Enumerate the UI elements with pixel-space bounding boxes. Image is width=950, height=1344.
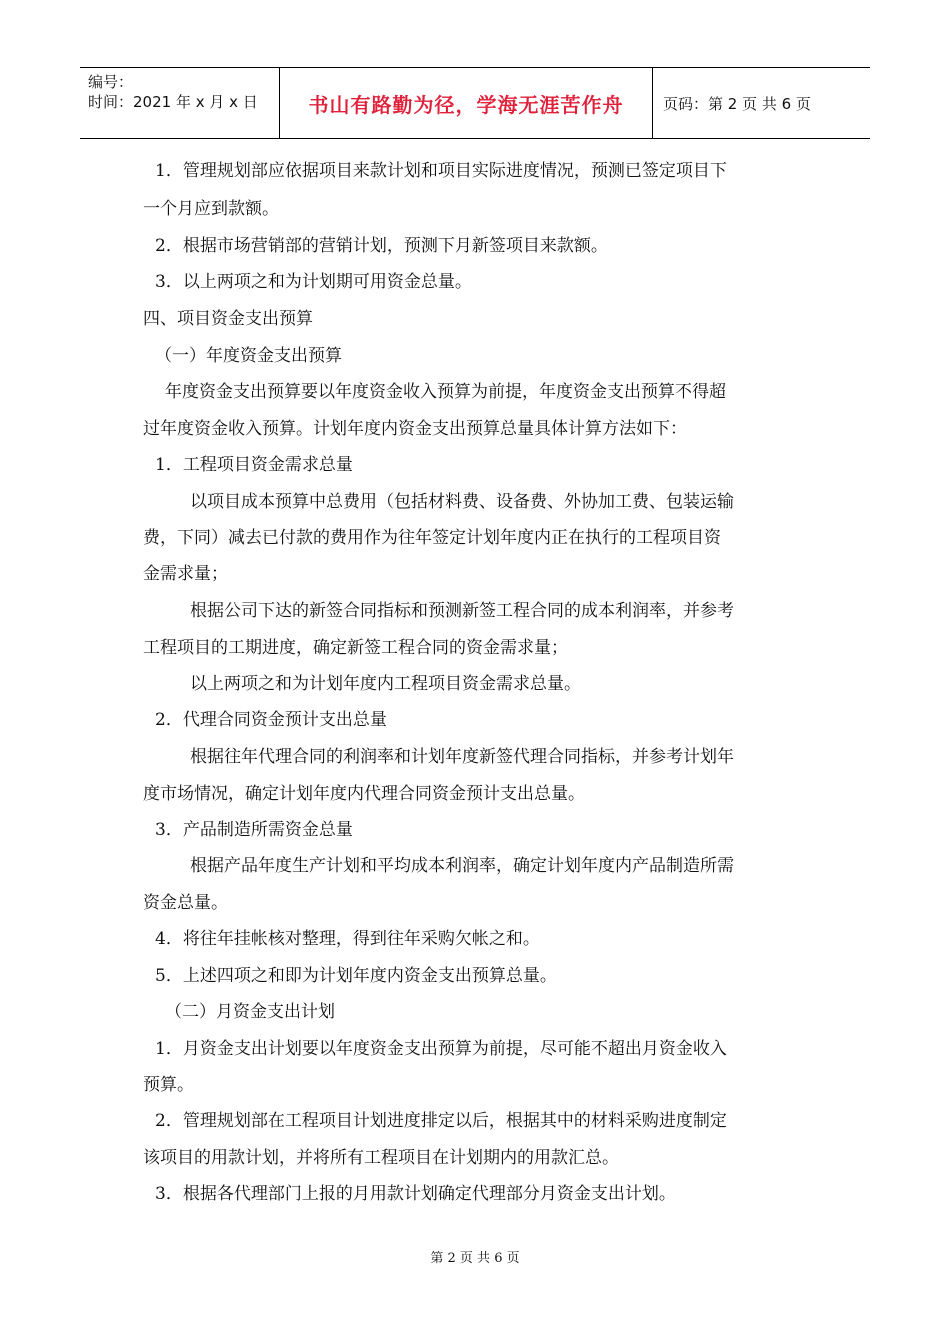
header-motto: 书山有路勤为径，学海无涯苦作舟 xyxy=(280,68,653,138)
paragraph-line: 根据产品年度生产计划和平均成本利润率，确定计划年度内产品制造所需 xyxy=(190,856,734,876)
subsection-heading: （一）年度资金支出预算 xyxy=(155,346,342,366)
paragraph-line: 3．以上两项之和为计划期可用资金总量。 xyxy=(155,272,472,292)
paragraph-line: 3．根据各代理部门上报的月用款计划确定代理部分月资金支出计划。 xyxy=(155,1184,676,1204)
paragraph-line: 5．上述四项之和即为计划年度内资金支出预算总量。 xyxy=(155,966,557,986)
paragraph-line: 资金总量。 xyxy=(143,893,228,913)
paragraph-line: 根据往年代理合同的利润率和计划年度新签代理合同指标，并参考计划年 xyxy=(190,747,734,767)
paragraph-line: 2．管理规划部在工程项目计划进度排定以后，根据其中的材料采购进度制定 xyxy=(155,1111,727,1131)
paragraph-line: 以上两项之和为计划年度内工程项目资金需求总量。 xyxy=(190,674,581,694)
item-heading: 3．产品制造所需资金总量 xyxy=(155,820,353,840)
page-footer: 第 2 页 共 6 页 xyxy=(430,1251,520,1266)
paragraph-line: 金需求量； xyxy=(143,564,228,584)
item-heading: 1．工程项目资金需求总量 xyxy=(155,455,353,475)
item-heading: 2．代理合同资金预计支出总量 xyxy=(155,710,387,730)
section-heading: 四、项目资金支出预算 xyxy=(143,309,313,329)
subsection-heading: （二）月资金支出计划 xyxy=(165,1002,335,1022)
paragraph-line: 4．将往年挂帐核对整理，得到往年采购欠帐之和。 xyxy=(155,929,540,949)
document-date-label: 时间：2021 年 x 月 x 日 xyxy=(88,93,258,111)
paragraph-line: 以项目成本预算中总费用（包括材料费、设备费、外协加工费、包装运输 xyxy=(190,492,734,512)
paragraph-line: 工程项目的工期进度，确定新签工程合同的资金需求量； xyxy=(143,638,568,658)
paragraph-line: 2．根据市场营销部的营销计划，预测下月新签项目来款额。 xyxy=(155,236,608,256)
paragraph-line: 费，下同）减去已付款的费用作为往年签定计划年度内正在执行的工程项目资 xyxy=(143,528,721,548)
header-meta xyxy=(80,68,280,138)
header-page-number: 页码：第 2 页 共 6 页 xyxy=(663,94,811,113)
paragraph-line: 度市场情况，确定计划年度内代理合同资金预计支出总量。 xyxy=(143,784,585,804)
paragraph-line: 过年度资金收入预算。计划年度内资金支出预算总量具体计算方法如下： xyxy=(143,419,687,439)
page-header xyxy=(80,67,870,139)
paragraph-line: 1．月资金支出计划要以年度资金支出预算为前提，尽可能不超出月资金收入 xyxy=(155,1039,727,1059)
paragraph-line: 预算。 xyxy=(143,1075,194,1095)
paragraph-line: 年度资金支出预算要以年度资金收入预算为前提，年度资金支出预算不得超 xyxy=(165,382,726,402)
paragraph-line: 一个月应到款额。 xyxy=(143,199,279,219)
paragraph-line: 1．管理规划部应依据项目来款计划和项目实际进度情况，预测已签定项目下 xyxy=(155,161,727,181)
document-number-label: 编号： xyxy=(88,73,134,91)
paragraph-line: 根据公司下达的新签合同指标和预测新签工程合同的成本利润率，并参考 xyxy=(190,601,734,621)
paragraph-line: 该项目的用款计划，并将所有工程项目在计划期内的用款汇总。 xyxy=(143,1148,619,1168)
